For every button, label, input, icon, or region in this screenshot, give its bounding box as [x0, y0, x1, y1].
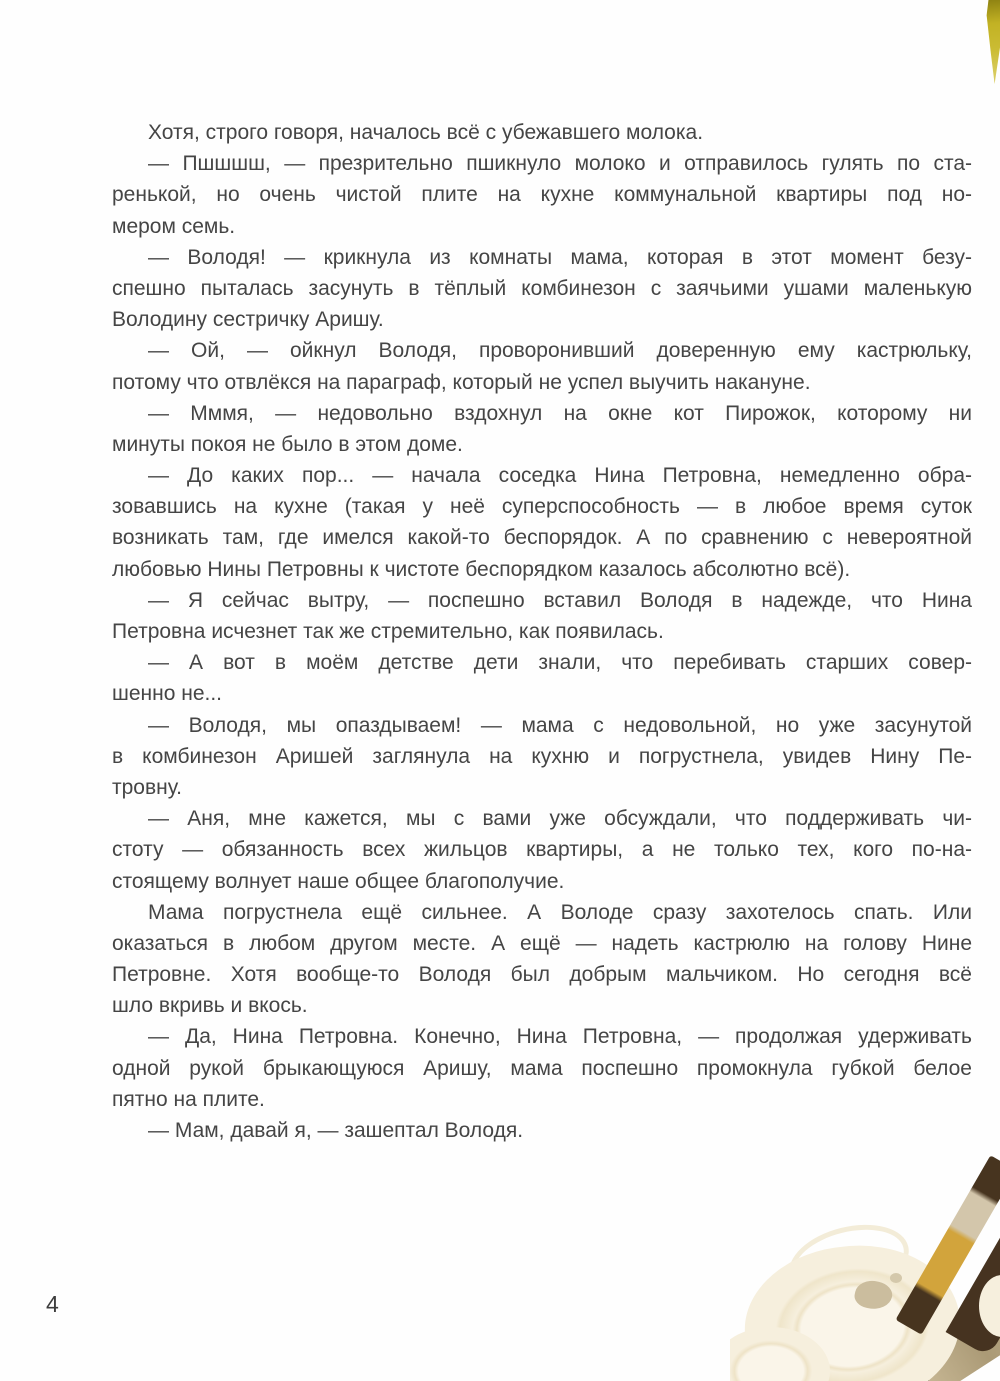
text-line: Петровне. Хотя вообще-то Володя был добрым мальчиком. Но сегодня всё [112, 963, 972, 987]
text-line: — А вот в моём детстве дети знали, что перебивать старших совер- [148, 651, 972, 675]
text-line: стоту — обязанность всех жильцов квартиры, а не только тех, кого по-на- [112, 838, 972, 862]
text-line: — Аня, мне кажется, мы с вами уже обсуждали, что поддерживать чи- [148, 807, 972, 831]
text-line: шло вкривь и вкось. [112, 994, 308, 1018]
text-line: возникать там, где имелся какой-то беспорядок. А по сравнению с невероятной [112, 526, 972, 550]
text-line: Хотя, строго говоря, началось всё с убежавшего молока. [148, 121, 704, 144]
page-number: 4 [46, 1291, 59, 1317]
top-right-illustration-fragment [972, 0, 1000, 86]
text-line: оказаться в любом другом месте. А ещё — надеть кастрюлю на голову Нине [112, 931, 972, 955]
bottom-right-illustration-fragment [730, 1081, 1000, 1381]
text-line: — Ой, — ойкнул Володя, проворонивший доверенную ему кастрюльку, [148, 339, 972, 363]
text-line: спешно пыталась засунуть в тёплый комбинезон с заячьими ушами маленькую [112, 276, 972, 300]
text-line: — Пшшшш, — презрительно пшикнуло молоко и отправилось гулять по ста- [148, 152, 972, 176]
text-line: Петровна исчезнет так же стремительно, как появилась. [112, 620, 664, 643]
text-line: — Володя, мы опаздываем! — мама с недовольной, но уже засунутой [148, 713, 972, 737]
text-line: стоящему волнует наше общее благополучие. [112, 869, 565, 893]
text-line: — Мам, давай я, — зашептал Володя. [148, 1119, 524, 1142]
text-line: мером семь. [112, 214, 236, 238]
tan-smudge-dot-shape [890, 1273, 902, 1283]
story-text [112, 117, 972, 1146]
text-line: пятно на плите. [112, 1087, 265, 1111]
text-line: — Да, Нина Петровна. Конечно, Нина Петровна, — продолжая удерживать [148, 1025, 972, 1049]
text-line: ренькой, но очень чистой плите на кухне коммунальной квартиры под но- [112, 183, 972, 207]
yellow-leaf-sliver-shape [982, 0, 1000, 84]
text-line: тровну. [112, 775, 182, 799]
text-line: Володину сестричку Аришу. [112, 308, 384, 332]
text-line: одной рукой брыкающуюся Аришу, мама поспешно промокнула губкой белое [112, 1056, 972, 1080]
text-line: — Я сейчас вытру, — поспешно вставил Володя в надежде, что Нина [148, 588, 972, 612]
text-line: в комбинезон Аришей заглянула на кухню и погрустнела, увидев Нину Пе- [112, 744, 972, 768]
text-line: зовавшись на кухне (такая у неё суперспособность — в любое время суток [112, 495, 972, 519]
text-line: — Мммя, — недовольно вздохнул на окне кот Пирожок, которому ни [148, 401, 972, 425]
text-line: минуты покоя не было в этом доме. [112, 432, 463, 456]
text-line: потому что отвлёкся на параграф, который не успел выучить накануне. [112, 370, 811, 394]
text-line: — Володя! — крикнула из комнаты мама, которая в этот момент безу- [148, 245, 972, 269]
text-line: — До каких пор... — начала соседка Нина Петровна, немедленно обра- [148, 464, 972, 488]
text-line: шенно не... [112, 682, 223, 706]
text-line: любовью Нины Петровны к чистоте беспорядком казалось абсолютно всё). [112, 557, 851, 581]
text-line: Мама погрустнела ещё сильнее. А Володе сразу захотелось спать. Или [148, 900, 972, 924]
